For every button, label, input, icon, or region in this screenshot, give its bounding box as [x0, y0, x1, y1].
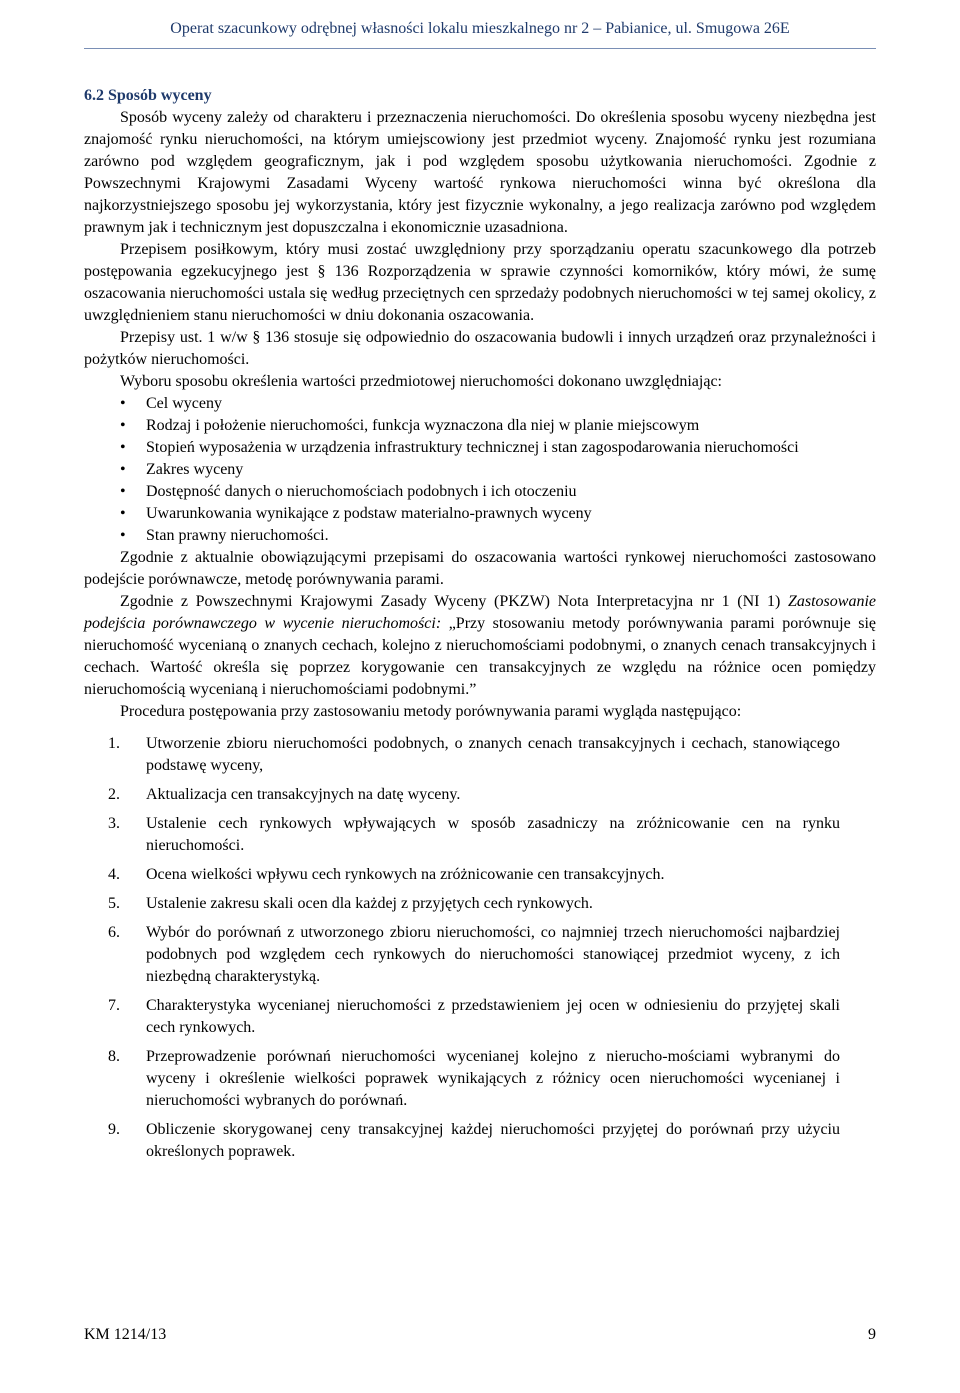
step-text: Przeprowadzenie porównań nieruchomości wycenianej kolejno z nierucho-mościami wybranymi do wyceny i określenie wielkości poprawek wynikających z różnicy ocen nieruchomości wycenianej i nieruchomości wybranych do porównań.: [146, 1048, 840, 1109]
paragraph-2: Przepisem posiłkowym, który musi zostać uwzględniony przy sporządzaniu operatu szacunkowego dla potrzeb postępowania egzekucyjnego jest § 136 Rozporządzenia w sprawie czynności komorników, który mówi, że sumę oszacowania nieruchomości ustala się według przeciętnych cen sprzedaży podobnych nieruchomości w tej samej okolicy, z uwzględnieniem stanu nieruchomości w dniu dokonania oszacowania.: [84, 241, 876, 324]
step-number: 9.: [108, 1121, 120, 1138]
section-title: 6.2 Sposób wyceny: [84, 87, 212, 104]
step-item: [84, 733, 876, 777]
list-item: • Rodzaj i położenie nieruchomości, funkcja wyznaczona dla niej w planie miejscowym: [84, 415, 876, 437]
step-item: [84, 1046, 876, 1112]
list-item: • Stopień wyposażenia w urządzenia infrastruktury technicznej i stan zagospodarowania nieruchomości: [84, 437, 876, 459]
paragraph-1: Sposób wyceny zależy od charakteru i przeznaczenia nieruchomości. Do określenia sposobu wyceny niezbędna jest znajomość rynku nieruchomości, na którym umiejscowiony jest przedmiot wyceny. Znajomość rynku jest rozumiana zarówno pod względem geograficznym, jak i pod względem sposobu użytkowania nieruchomości. Zgodnie z Powszechnymi Krajowymi Zasadami Wyceny wartość rynkowa nieruchomości winna być określona dla najkorzystniejszego sposobu jej wykorzystania, który jest fizycznie wykonalny, a jego realizacja zarówno pod względem prawnym jak i technicznym jest dopuszczalna i ekonomicznie uzasadniona.: [84, 109, 876, 236]
step-text: Ustalenie cech rynkowych wpływających w sposób zasadniczy na zróżnicowanie cen na rynku nieruchomości.: [146, 815, 840, 854]
page-number: 9: [868, 1326, 876, 1343]
paragraph-6: [84, 591, 876, 701]
p6-italic: Zastosowanie podejścia porównawczego w wycenie nieruchomości:: [84, 593, 876, 632]
step-text: Aktualizacja cen transakcyjnych na datę wyceny.: [146, 786, 461, 803]
page-footer: [84, 1326, 876, 1344]
step-item: [84, 995, 876, 1039]
paragraph-3: Przepisy ust. 1 w/w § 136 stosuje się odpowiednio do oszacowania budowli i innych urządzeń oraz przynależności i pożytków nieruchomości.: [84, 329, 876, 368]
step-number: 3.: [108, 815, 120, 832]
step-text: Utworzenie zbioru nieruchomości podobnych, o znanych cenach transakcyjnych i cechach, stanowiącego podstawę wyceny,: [146, 735, 840, 774]
step-text: Obliczenie skorygowanej ceny transakcyjnej każdej nieruchomości przyjętej do porównań przy użyciu określonych poprawek.: [146, 1121, 840, 1160]
running-title: Operat szacunkowy odrębnej własności lokalu mieszkalnego nr 2 – Pabianice, ul. Smugowa 26E: [170, 20, 790, 37]
procedure-steps: [84, 733, 876, 1163]
running-header: [84, 20, 876, 49]
paragraph-4: Wyboru sposobu określenia wartości przedmiotowej nieruchomości dokonano uwzględniając:: [120, 373, 722, 390]
step-item: [84, 1119, 876, 1163]
step-text: Ustalenie zakresu skali ocen dla każdej z przyjętych cech rynkowych.: [146, 895, 593, 912]
paragraph-7: Procedura postępowania przy zastosowaniu metody porównywania parami wygląda następująco:: [120, 703, 742, 720]
list-item: • Cel wyceny: [84, 393, 876, 415]
p6-rest: „Przy stosowaniu metody porównywania parami porównuje się nieruchomość wycenianą o znanych cechach, kolejno z nieruchomościami podobnymi, o znanych cenach transakcyjnych i cechach. Wartość określa się poprzez korygowanie cen transakcyjnych ze względu na różnice ocen pomiędzy nieruchomością wycenianą i nieruchomościami podobnymi.”: [84, 615, 877, 698]
p6-lead: Zgodnie z Powszechnymi Krajowymi Zasady Wyceny (PKZW) Nota Interpretacyjna nr 1 (NI 1): [120, 593, 788, 610]
list-item: • Zakres wyceny: [84, 459, 876, 481]
step-text: Charakterystyka wycenianej nieruchomości z przedstawieniem jej ocen w odniesieniu do przyjętej skali cech rynkowych.: [146, 997, 840, 1036]
step-item: [84, 893, 876, 915]
step-number: 4.: [108, 866, 120, 883]
step-item: [84, 813, 876, 857]
criteria-list: [84, 393, 876, 547]
step-item: [84, 922, 876, 988]
step-number: 5.: [108, 895, 120, 912]
step-item: [84, 784, 876, 806]
list-item: • Uwarunkowania wynikające z podstaw materialno-prawnych wyceny: [84, 503, 876, 525]
step-item: [84, 864, 876, 886]
paragraph-5: Zgodnie z aktualnie obowiązującymi przepisami do oszacowania wartości rynkowej nieruchomości zastosowano podejście porównawcze, metodę porównywania parami.: [84, 549, 876, 588]
document-body: [84, 85, 876, 1170]
step-number: 7.: [108, 997, 120, 1014]
list-item: • Stan prawny nieruchomości.: [84, 525, 876, 547]
step-number: 8.: [108, 1048, 120, 1065]
step-number: 2.: [108, 786, 120, 803]
step-text: Ocena wielkości wpływu cech rynkowych na zróżnicowanie cen transakcyjnych.: [146, 866, 665, 883]
document-id: KM 1214/13: [84, 1326, 167, 1343]
step-text: Wybór do porównań z utworzonego zbioru nieruchomości, co najmniej trzech nieruchomości najbardziej podobnych pod względem cech rynkowych do nieruchomości stanowiącej przedmiot wyceny, z ich niezbędną charakterystyką.: [146, 924, 840, 985]
step-number: 1.: [108, 735, 120, 752]
list-item: • Dostępność danych o nieruchomościach podobnych i ich otoczeniu: [84, 481, 876, 503]
step-number: 6.: [108, 924, 120, 941]
